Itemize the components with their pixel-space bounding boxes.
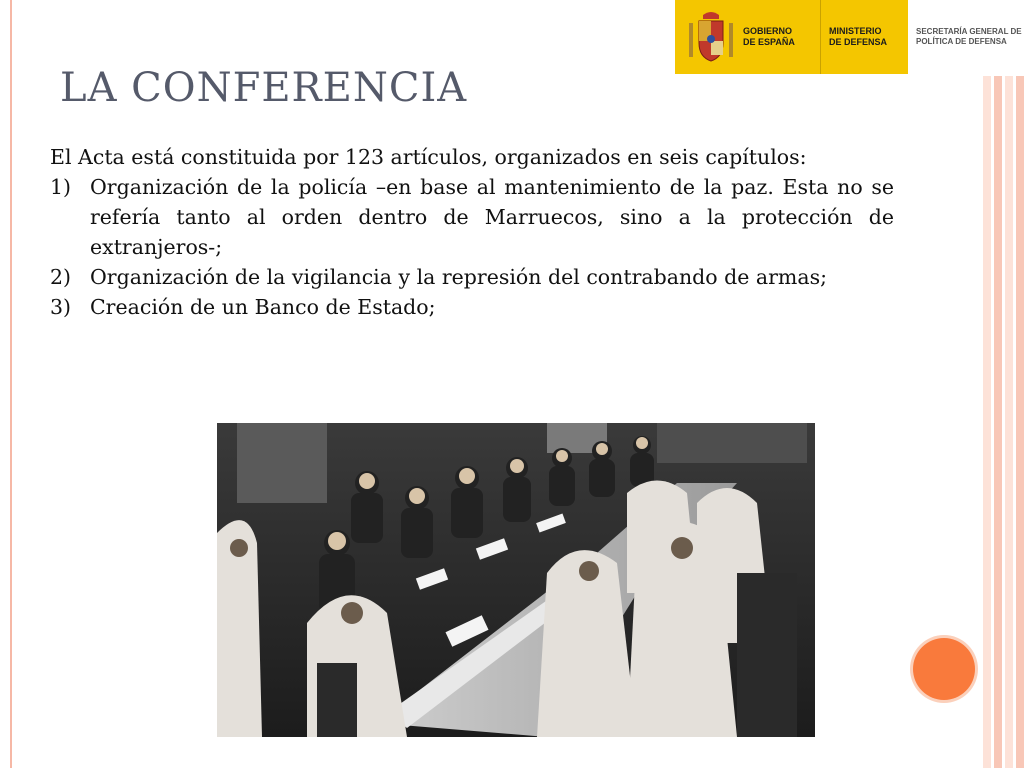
list-item-text: Organización de la vigilancia y la represión del contrabando de armas; [90,265,828,289]
logo-secretaria-line2: POLÍTICA DE DEFENSA [916,37,1007,46]
logo-secretaria [908,0,1024,74]
list-item [50,262,894,292]
decorative-circle [913,638,975,700]
logo-ministerio [820,0,908,74]
header-logos [675,0,1024,74]
list-item-text: Creación de un Banco de Estado; [90,295,436,319]
logo-ministerio-line1: MINISTERIO [829,26,882,36]
list-item-number: 3) [50,295,72,319]
logo-ministerio-line2: DE DEFENSA [829,37,888,47]
left-border-line [10,0,12,768]
list-item-number: 1) [50,175,72,199]
list-item [50,172,894,262]
logo-gobierno-line2: DE ESPAÑA [743,37,795,47]
logo-secretaria-line1: SECRETARÍA GENERAL DE [916,27,1022,36]
logo-gobierno-line1: GOBIERNO [743,26,793,36]
slide-title: LA CONFERENCIA [60,65,468,111]
chapter-list [50,172,894,322]
list-item-text: Organización de la policía –en base al mantenimiento de la paz. Esta no se refería tanto al orden dentro de Marruecos, sino a la protección de extranjeros-; [90,175,894,259]
slide-body [50,142,894,322]
decorative-stripes [982,76,1024,768]
list-item [50,292,894,322]
logo-gobierno [675,0,820,74]
intro-paragraph: El Acta está constituida por 123 artículos, organizados en seis capítulos: [50,145,807,169]
conference-photo [217,423,815,737]
list-item-number: 2) [50,265,72,289]
coat-of-arms-icon [687,9,735,65]
